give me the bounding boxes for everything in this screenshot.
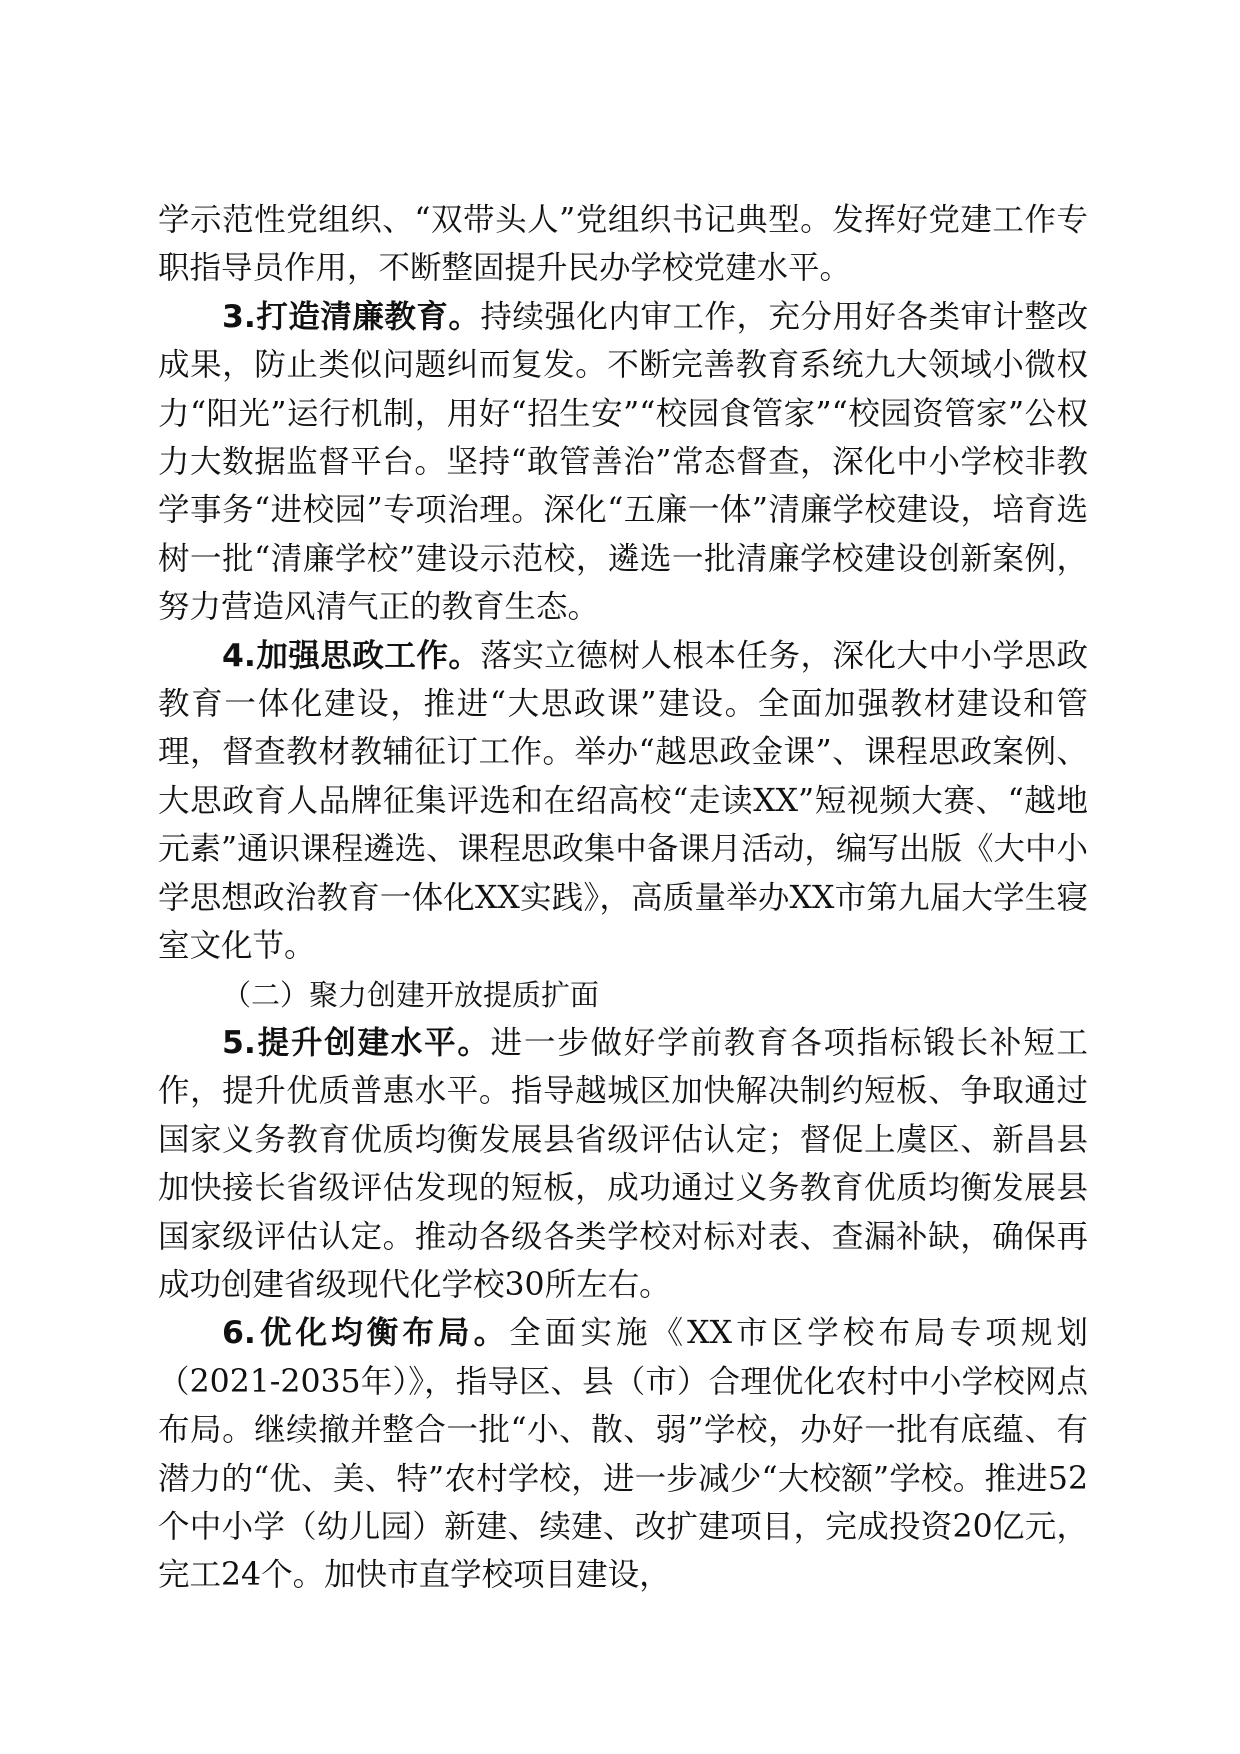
- paragraph-item-4: [158, 632, 1088, 971]
- paragraph-item-3: [158, 293, 1088, 632]
- paragraph-lead: 6.优化均衡布局。: [222, 1315, 510, 1352]
- paragraph-item-6: [158, 1309, 1088, 1599]
- paragraph-text: 全面实施《XX市区学校布局专项规划（2021-2035年）》，指导区、县（市）合理优化农村中小学校网点布局。继续撤并整合一批“小、散、弱”学校，办好一批有底蕴、有潜力的“优、美、特”农村学校，进一步减少“大校额”学校。推进52个中小学（幼儿园）新建、续建、改扩建项目，完成投资20亿元，完工24个。加快市直学校项目建设，: [158, 1315, 1088, 1594]
- paragraph-lead: 4.加强思政工作。: [222, 637, 481, 674]
- section-heading: （二）聚力创建开放提质扩面: [222, 977, 600, 1012]
- paragraph-continuation: [158, 196, 1088, 293]
- paragraph-text: 进一步做好学前教育各项指标锻长补短工作，提升优质普惠水平。指导越城区加快解决制约短板、争取通过国家义务教育优质均衡发展县省级评估认定；督促上虞区、新昌县加快接长省级评估发现的短板，成功通过义务教育优质均衡发展县国家级评估认定。推动各级各类学校对标对表、查漏补缺，确保再成功创建省级现代化学校30所左右。: [158, 1024, 1088, 1303]
- paragraph-lead: 5.提升创建水平。: [222, 1024, 491, 1061]
- paragraph-lead: 3.打造清廉教育。: [222, 298, 481, 335]
- paragraph-text: 持续强化内审工作，充分用好各类审计整改成果，防止类似问题纠而复发。不断完善教育系统九大领域小微权力“阳光”运行机制，用好“招生安”“校园食管家”“校园资管家”公权力大数据监督平台。坚持“敢管善治”常态督查，深化中小学校非教学事务“进校园”专项治理。深化“五廉一体”清廉学校建设，培育选树一批“清廉学校”建设示范校，遴选一批清廉学校建设创新案例，努力营造风清气正的教育生态。: [158, 298, 1088, 626]
- paragraph-text: 落实立德树人根本任务，深化大中小学思政教育一体化建设，推进“大思政课”建设。全面加强教材建设和管理，督查教材教辅征订工作。举办“越思政金课”、课程思政案例、大思政育人品牌征集评选和在绍高校“走读XX”短视频大赛、“越地元素”通识课程遴选、课程思政集中备课月活动，编写出版《大中小学思想政治教育一体化XX实践》，高质量举办XX市第九届大学生寝室文化节。: [158, 637, 1088, 965]
- document-page: [158, 196, 1088, 1600]
- paragraph-text: 学示范性党组织、“双带头人”党组织书记典型。发挥好党建工作专职指导员作用，不断整固提升民办学校党建水平。: [158, 202, 1088, 287]
- paragraph-item-5: [158, 1019, 1088, 1309]
